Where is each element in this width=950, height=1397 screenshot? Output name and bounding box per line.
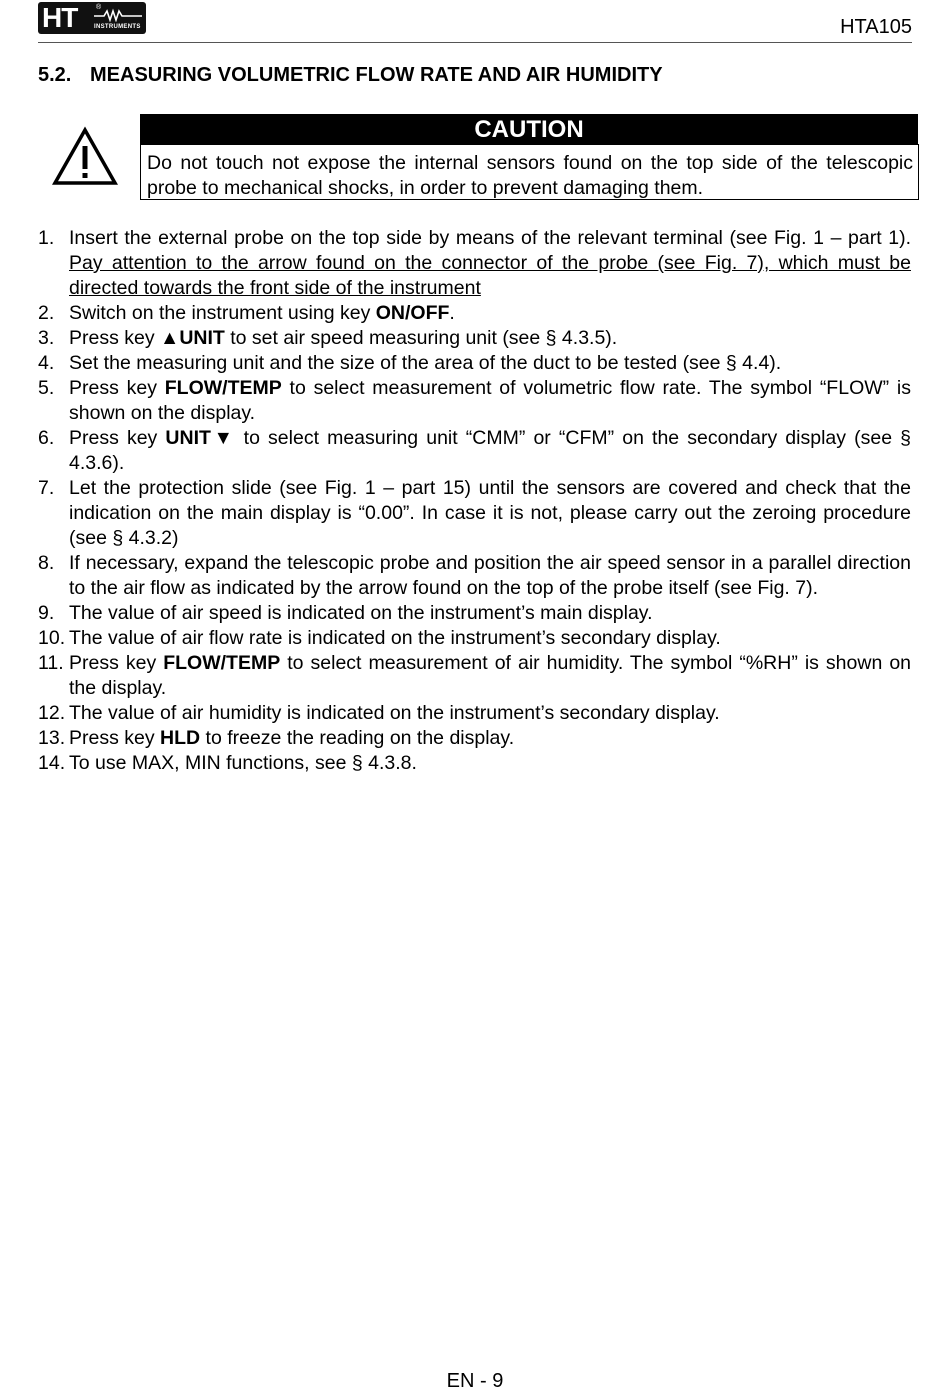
step-number: 6. [38,427,55,449]
page-number: EN - 9 [446,1370,504,1392]
step-item [38,351,911,376]
step-item [38,326,911,351]
step-item [38,476,911,551]
step-number: 10. [38,627,66,649]
section-number: 5.2. [38,64,72,86]
step-item [38,601,911,626]
key-name: HLD [160,727,201,749]
section-title: MEASURING VOLUMETRIC FLOW RATE AND AIR HUMIDITY [90,64,663,86]
step-text: to freeze the reading on the display. [200,727,515,749]
step-text: To use MAX, MIN functions, see § 4.3.8. [69,752,417,774]
step-number: 11. [38,652,64,674]
step-text: Press key [69,327,161,349]
section-heading [38,64,663,87]
step-text: Press key [69,377,165,399]
step-number: 14. [38,752,66,774]
caution-heading: CAUTION [140,114,918,144]
step-number: 1. [38,227,55,249]
step-number: 3. [38,327,55,349]
step-text: to set air speed measuring unit (see § 4.3.5). [224,327,618,349]
step-text: to select measuring unit “CMM” or “CFM” on the secondary display (see § 4.3.6). [69,427,911,474]
step-text: The value of air humidity is indicated on the instrument’s secondary display. [69,702,720,724]
step-text: Press key [69,427,166,449]
step-text: The value of air flow rate is indicated on the instrument’s secondary display. [69,627,721,649]
caution-text: Do not touch not expose the internal sensors found on the top side of the telescopic probe to mechanical shocks, in order to prevent damaging them. [140,144,919,200]
key-name: UNIT▼ [165,427,236,449]
step-text: to select measurement of air humidity. The symbol “%RH” is shown on the display. [69,652,912,699]
step-item [38,751,911,776]
procedure-steps [38,226,911,776]
logo-subtext: INSTRUMENTS [94,24,141,30]
step-number: 8. [38,552,55,574]
step-number: 9. [38,602,55,624]
step-text: to select measurement of volumetric flow rate. The symbol “FLOW” is shown on the display. [69,377,911,424]
step-text: Press key [69,727,161,749]
step-text: Switch on the instrument using key [69,302,376,324]
logo-registered-mark: ® [96,4,102,11]
page-header [38,0,912,43]
step-number: 4. [38,352,55,374]
step-text: The value of air speed is indicated on the instrument’s main display. [69,602,653,624]
step-number: 7. [38,477,55,499]
step-item [38,726,911,751]
step-item [38,626,911,651]
key-name: ▲UNIT [160,327,225,349]
logo-text: HT [42,2,78,33]
step-number: 13. [38,727,66,749]
key-name: FLOW/TEMP [164,377,282,399]
step-underlined-text: Pay attention to the arrow found on the connector of the probe (see Fig. 7), which must be directed towards the front side of the instrument [69,252,911,299]
step-number: 5. [38,377,55,399]
key-name: FLOW/TEMP [163,652,281,674]
step-number: 12. [38,702,66,724]
step-number: 2. [38,302,55,324]
step-item [38,701,911,726]
step-item [38,226,911,301]
logo-wave-icon [94,8,142,22]
step-text: Set the measuring unit and the size of the area of the duct to be tested (see § 4.4). [69,352,782,374]
step-item [38,551,911,601]
step-text: Let the protection slide (see Fig. 1 – part 15) until the sensors are covered and check that the indication on the main display is “0.00”. In case it is not, please carry out the zeroing procedure (see § 4.3.2) [69,477,911,549]
step-item [38,376,911,426]
step-item [38,426,911,476]
ht-instruments-logo [38,2,146,36]
step-item [38,651,911,701]
model-name: HTA105 [840,16,912,38]
step-text: . [449,302,455,324]
step-text: Press key [69,652,164,674]
step-text: Insert the external probe on the top side by means of the relevant terminal (see Fig. 1 – part 1). [69,227,911,249]
step-item [38,301,911,326]
key-name: ON/OFF [375,302,450,324]
step-text: If necessary, expand the telescopic probe and position the air speed sensor in a parallel direction to the air flow as indicated by the arrow found on the top of the probe itself (see Fig. 7). [69,552,911,599]
warning-triangle-icon [52,126,118,186]
